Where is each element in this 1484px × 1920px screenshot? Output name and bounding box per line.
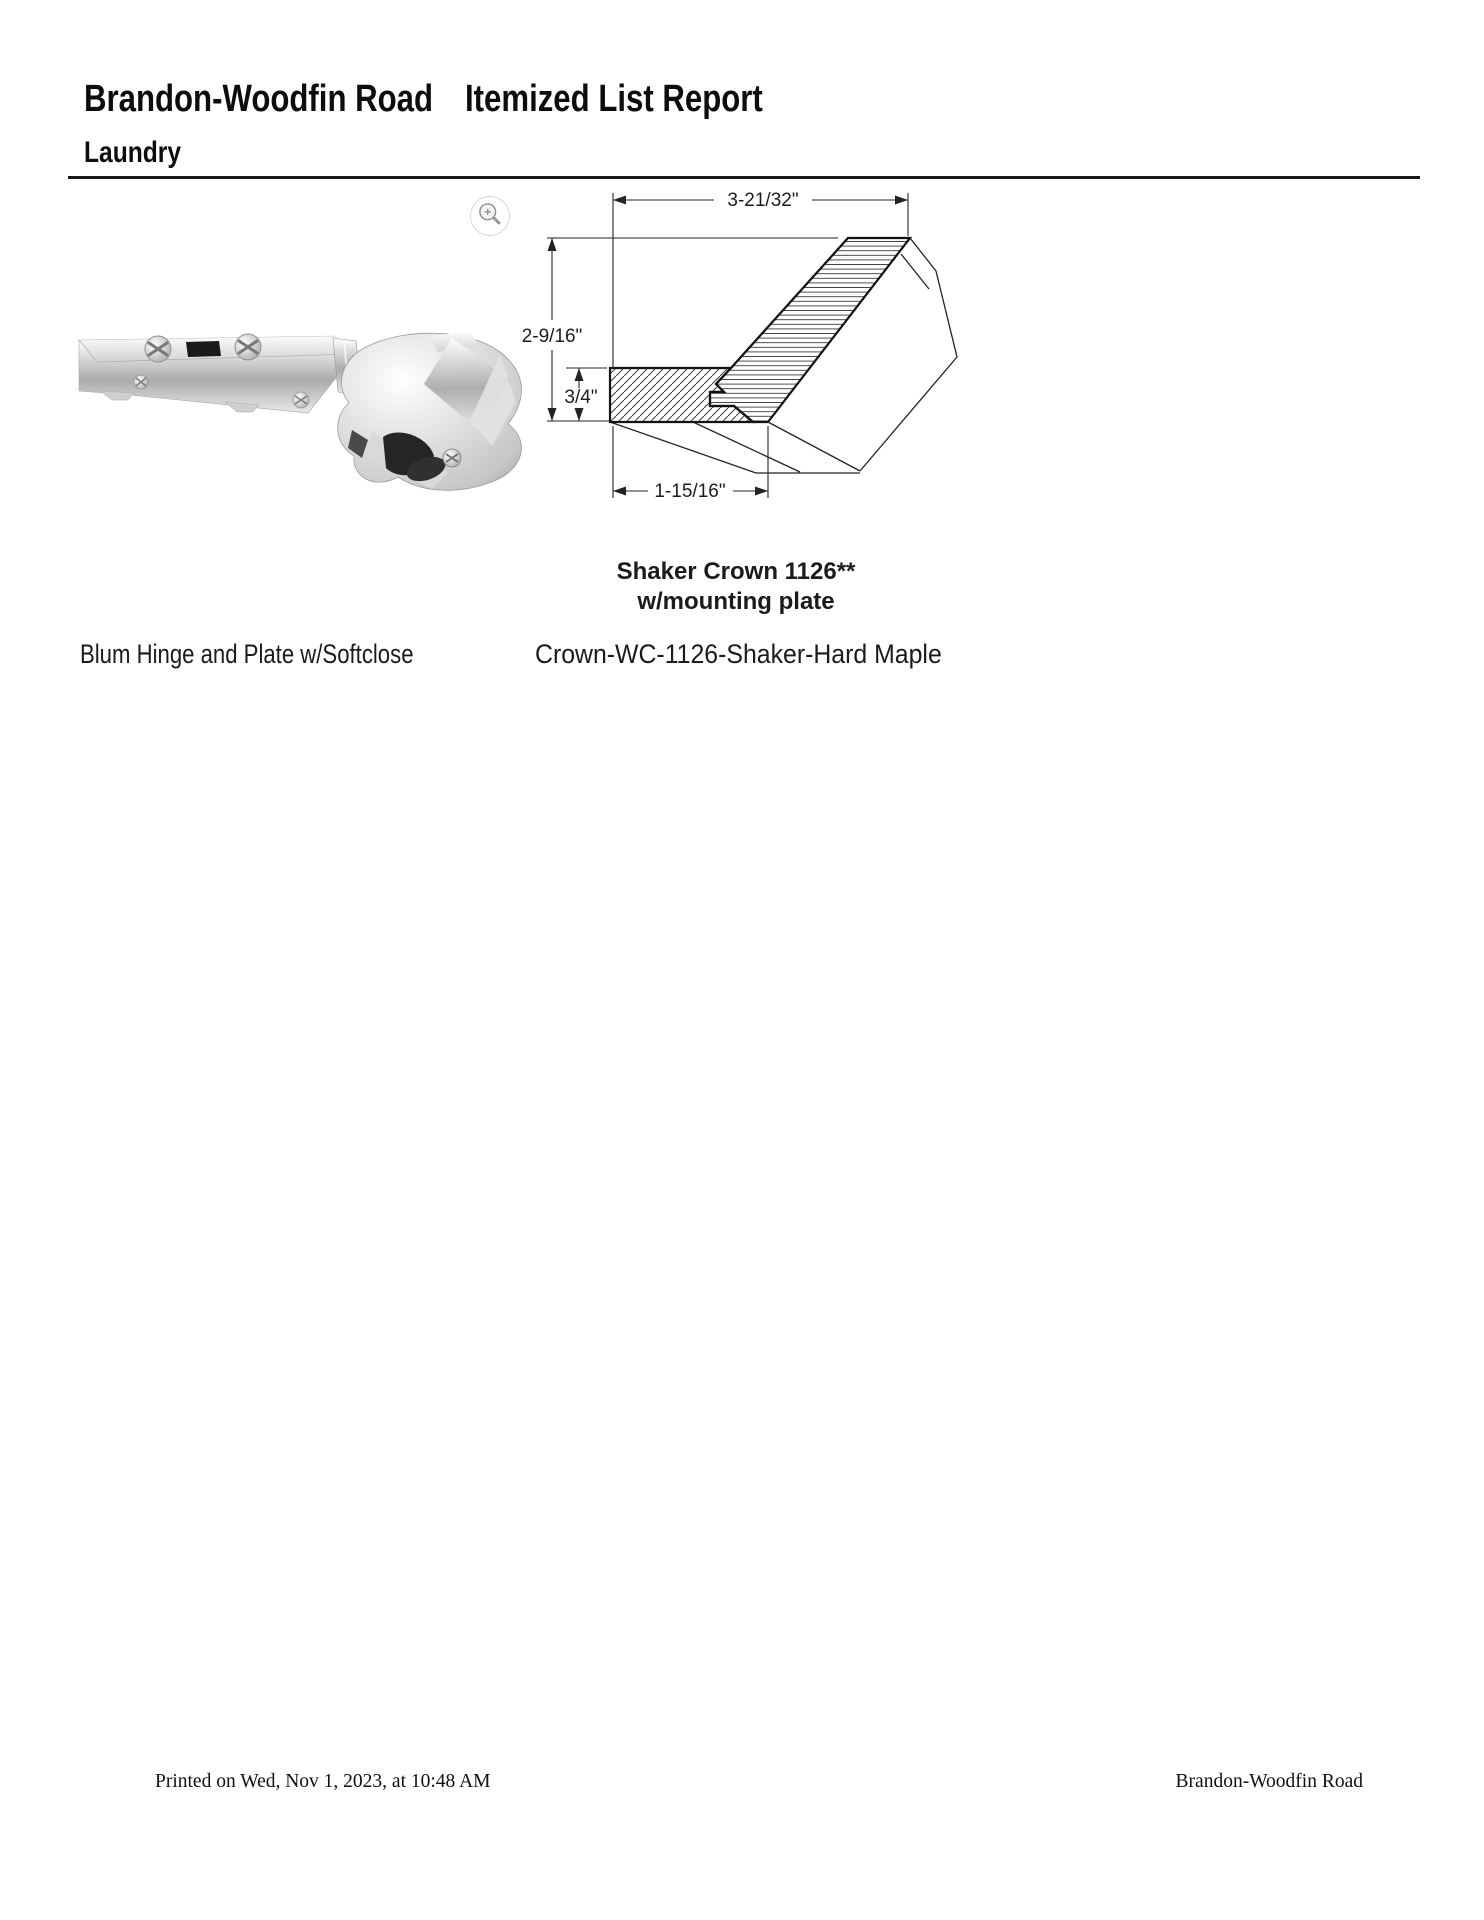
svg-text:3-21/32": 3-21/32" (727, 190, 799, 211)
footer-printed-timestamp: Printed on Wed, Nov 1, 2023, at 10:48 AM (155, 1771, 491, 1792)
footer-project-name: Brandon-Woodfin Road (1175, 1771, 1363, 1792)
dimension-plate-depth (613, 481, 768, 502)
section-title: Laundry (84, 136, 182, 169)
crown-band-section (710, 238, 910, 422)
dimension-top-width (613, 190, 908, 211)
crown-caption-line2: w/mounting plate (637, 588, 835, 615)
item-label-hinge: Blum Hinge and Plate w/Softclose (80, 639, 414, 669)
item-image-shaker-crown[interactable] (440, 180, 1000, 510)
shaker-crown-technical-drawing (440, 180, 1000, 510)
svg-text:3/4": 3/4" (564, 387, 598, 408)
svg-text:2-9/16": 2-9/16" (521, 326, 583, 347)
project-name-title: Brandon-Woodfin Road (84, 78, 434, 120)
page-title (84, 80, 510, 118)
dimension-plate-thickness (564, 368, 597, 421)
header-divider (68, 176, 1420, 179)
crown-caption-line1: Shaker Crown 1126** (616, 558, 856, 585)
item-label-crown: Crown-WC-1126-Shaker-Hard Maple (535, 639, 942, 669)
svg-text:1-15/16": 1-15/16" (654, 481, 726, 502)
report-title: Itemized List Report (465, 78, 763, 120)
